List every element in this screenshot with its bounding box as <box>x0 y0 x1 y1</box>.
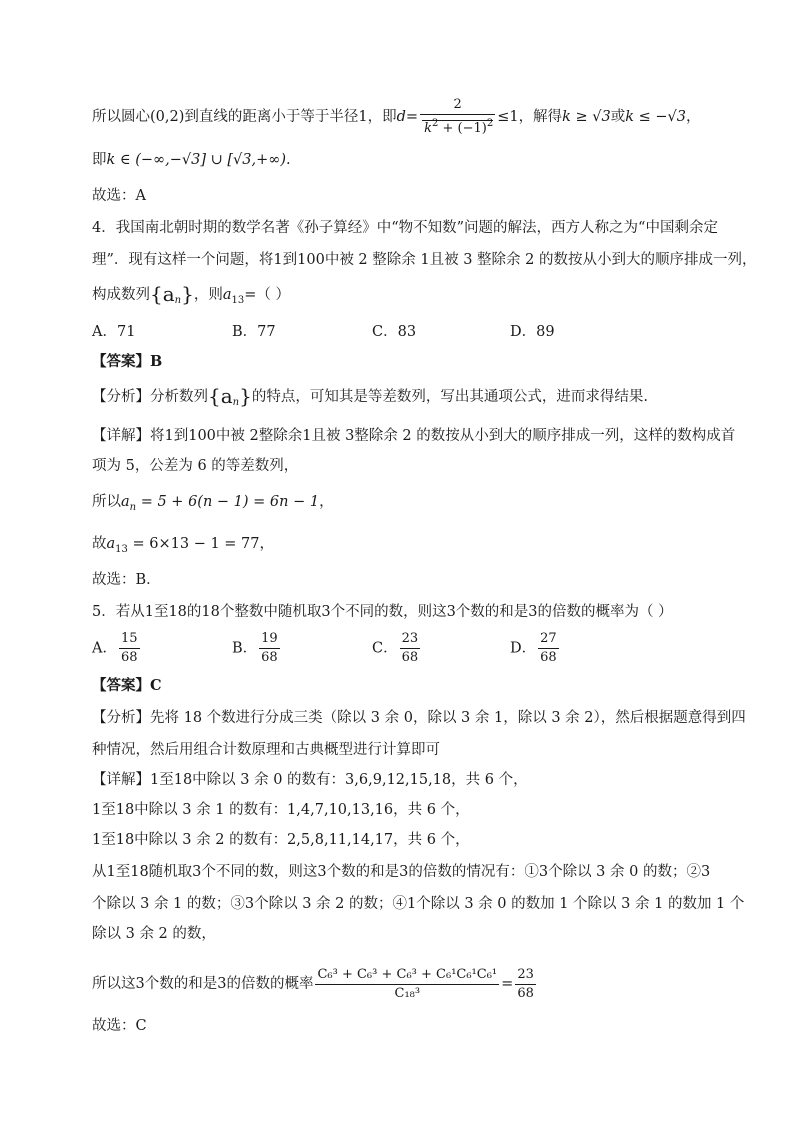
math-set: k ∈ (−∞,−√3] ∪ [√3,+∞) <box>106 152 286 168</box>
text: ， <box>685 109 701 125</box>
text: 即 <box>92 152 107 168</box>
fraction-denominator: 68 <box>401 650 419 665</box>
q5-option-b <box>232 630 282 667</box>
option-prefix: B． <box>232 640 258 657</box>
text: 的特点，可知其是等差数列，写出其通项公式，进而求得结果. <box>251 389 648 405</box>
text: 或 <box>610 109 626 125</box>
q4-analysis <box>92 386 734 413</box>
math-rest: + (−1) <box>442 121 487 136</box>
q5-detail-line-5: 个除以 3 余 1 的数；③3个除以 3 余 2 的数；④1个除以 3 余 0 的数加 1 个除以 3 余 1 的数加 1 个 <box>92 896 745 912</box>
q4-detail-line-2: 项为 5，公差为 6 的等差数列， <box>92 458 299 474</box>
q4-option-b: B．77 <box>232 324 276 340</box>
math-cond1: k ≥ √3 <box>562 109 611 125</box>
math-eq: = <box>501 976 514 992</box>
q4-option-a: A．71 <box>92 324 136 340</box>
fraction-numerator: 23 <box>400 630 421 649</box>
q5-option-d <box>510 630 561 667</box>
q5-analysis-line-1: 【分析】先将 18 个数进行分成三类（除以 3 余 0，除以 3 余 1，除以 3 余 2），然后根据题意得到四 <box>92 710 746 726</box>
fraction-numerator: 19 <box>259 630 280 649</box>
text: ， <box>319 494 334 510</box>
math-a: a <box>106 536 116 552</box>
q5-detail-line-1: 【详解】1至18中除以 3 余 0 的数有：3,6,9,12,15,18，共 6 个， <box>92 772 528 788</box>
q5-answer: 【答案】C <box>92 677 162 694</box>
fraction-denominator <box>420 115 495 138</box>
q5-option-a <box>92 630 142 667</box>
text: 构成数列 <box>92 287 150 303</box>
text: ， <box>259 536 274 552</box>
q5-analysis-line-2: 种情况，然后用组合计数原理和古典概型进行计算即可 <box>92 742 440 758</box>
fraction-denominator: 68 <box>517 985 534 1001</box>
math-formula: = 6×13 − 1 = 77 <box>132 536 260 552</box>
math-term: a <box>222 287 232 303</box>
text: . <box>286 152 291 168</box>
fraction-denominator: 68 <box>540 650 557 665</box>
q4-option-d: D．89 <box>510 324 555 340</box>
q3-answer: 故选：A <box>92 188 146 204</box>
fraction-denominator: 68 <box>120 650 138 665</box>
distance-fraction <box>420 96 495 138</box>
text: 所以 <box>92 494 121 510</box>
math-seq: {a <box>150 282 175 306</box>
text: =（ ） <box>244 287 290 303</box>
q4-answer: 【答案】B <box>92 353 163 370</box>
option-fraction <box>538 630 559 667</box>
q5-final: 故选：C <box>92 1018 147 1034</box>
math-sub: 13 <box>231 295 245 306</box>
result-fraction <box>515 966 536 1003</box>
option-prefix: A． <box>92 640 117 657</box>
q5-detail-line-7 <box>92 964 734 1004</box>
math-le: ≤1 <box>497 109 519 125</box>
math-k: k <box>424 121 432 136</box>
q5-detail-line-3: 1至18中除以 3 余 2 的数有：2,5,8,11,14,17，共 6 个， <box>92 832 470 848</box>
fraction-denominator: 68 <box>261 650 278 665</box>
math-eq: = <box>405 109 419 125</box>
option-fraction <box>119 630 140 667</box>
math-sub: n <box>174 295 182 306</box>
q5-detail-line-2: 1至18中除以 3 余 1 的数有：1,4,7,10,13,16，共 6 个， <box>92 802 470 818</box>
math-sub: 13 <box>115 544 128 555</box>
fraction-numerator: 2 <box>420 96 495 115</box>
math-seq-end: } <box>239 384 252 408</box>
q4-option-c: C．83 <box>372 324 417 340</box>
math-sub: n <box>232 397 240 408</box>
math-d: d <box>396 109 406 125</box>
sqrt: $k^2 + (-1)^2$ <box>424 118 494 136</box>
q5-option-c <box>372 630 422 667</box>
math-cond2: k ≤ −√3 <box>625 109 686 125</box>
text: ，即 <box>367 109 397 125</box>
text: 故 <box>92 536 107 552</box>
text: 所以这3个数的和是3的倍数的概率 <box>92 976 314 992</box>
fraction-numerator: C₆³ + C₆³ + C₆³ + C₆¹C₆¹C₆¹ <box>315 966 499 985</box>
q4-stem-line-1: 4．我国南北朝时期的数学名著《孙子算经》中“物不知数”问题的解法，西方人称之为“中国剩余定 <box>92 220 718 236</box>
option-prefix: D． <box>510 640 537 657</box>
math-radius: 1 <box>358 109 368 125</box>
option-fraction <box>259 630 280 667</box>
text: 到直线的距离小于等于半径 <box>184 109 359 125</box>
fraction-numerator: 27 <box>538 630 559 649</box>
text: ，则 <box>193 287 223 303</box>
q4-detail-line-4 <box>92 534 734 560</box>
probability-fraction <box>315 966 499 1003</box>
q3-distance-line <box>92 96 734 136</box>
math-a: a <box>121 494 130 510</box>
q4-final: 故选：B． <box>92 572 161 588</box>
math-sub: n <box>129 502 137 513</box>
text: ，解得 <box>518 109 563 125</box>
option-fraction <box>400 630 421 667</box>
option-prefix: C． <box>372 640 398 657</box>
math-seq: {a <box>208 384 233 408</box>
q4-detail-line-3 <box>92 492 734 518</box>
math-seq-end: } <box>181 282 194 306</box>
q5-detail-line-6: 除以 3 余 2 的数， <box>92 926 216 942</box>
q4-detail-line-1: 【详解】将1到100中被 2整除余1且被 3整除余 2 的数按从小到大的顺序排成一列，这样的数构成首 <box>92 428 736 444</box>
text: 【分析】分析数列 <box>92 389 208 405</box>
q3-set-line <box>92 150 734 170</box>
math-formula: = 5 + 6(n − 1) = 6n − 1 <box>140 494 320 510</box>
fraction-numerator: 15 <box>119 630 140 649</box>
math-center: (0,2) <box>150 109 185 125</box>
text: 所以圆心 <box>92 109 150 125</box>
q5-stem: 5．若从1至18的18个整数中随机取3个不同的数，则这3个数的和是3的倍数的概率为（ ） <box>92 604 673 620</box>
fraction-numerator: 23 <box>515 966 536 985</box>
q5-detail-line-4: 从1至18随机取3个不同的数，则这3个数的和是3的倍数的情况有：①3个除以 3 余 0 的数；②3 <box>92 864 711 880</box>
q4-stem-line-3 <box>92 284 734 311</box>
q4-stem-line-2: 理”．现有这样一个问题，将1到100中被 2 整除余 1且被 3 整除余 2 的数按从小到大的顺序排成一列， <box>92 252 757 268</box>
fraction-denominator: C₁₈³ <box>394 985 421 1001</box>
